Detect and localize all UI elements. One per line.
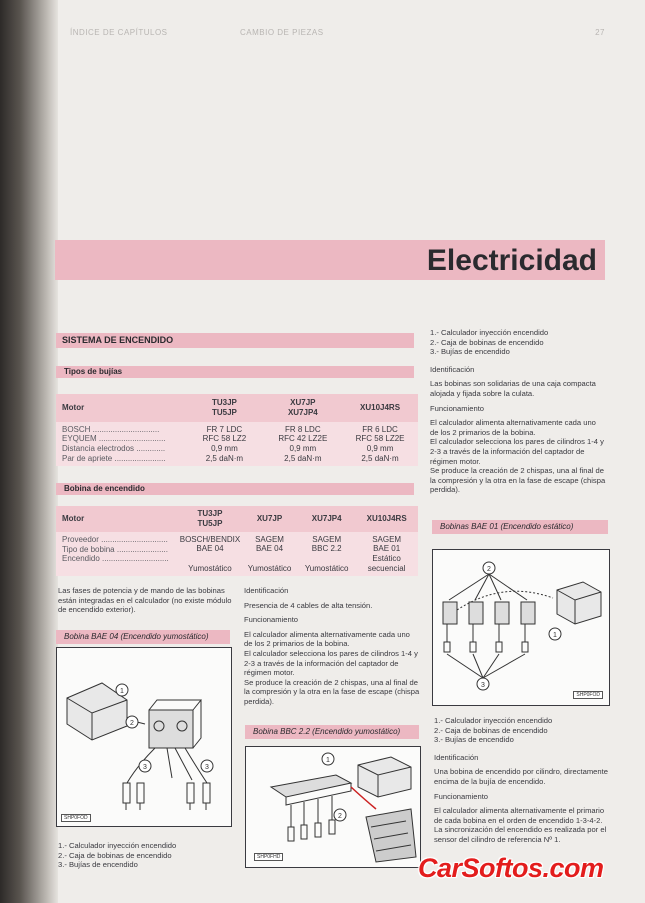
watermark-logo: CarSoftos.com — [418, 853, 604, 883]
right-h1: Identificación — [430, 364, 475, 374]
right-p1: Las bobinas son solidarias de una caja compacta alojada y fijada sobre la culata. — [430, 379, 596, 398]
fig-bae04-legend — [58, 841, 234, 870]
right-legend2-2: 2.- Caja de bobinas de encendido — [434, 725, 548, 735]
right-col2-text — [434, 716, 610, 850]
fig-bae04-label-1: 1 — [120, 688, 124, 695]
page-title: Electricidad — [426, 244, 597, 277]
fig-bae04-label-2: 2 — [130, 720, 134, 727]
bujias-header-c1: TU3JP TU5JP — [185, 394, 263, 422]
right-p2: El calculador alimenta alternativamente cada uno de los 2 primarios de la bobina. El calculador selecciona los pares de cilindros 1-4 y 2-3 a través de la información del captador de régimen motor. Se produce la creación de 2 chispas, una al final de la compresión y la otra en la fase de escape (chispa perdida). — [430, 418, 606, 495]
mid-p1: Presencia de 4 cables de alta tensión. — [244, 600, 373, 610]
fig-bae04-title: Bobina BAE 04 (Encendido yumostático) — [56, 630, 230, 644]
left-intro: Las fases de potencia y de mando de las bobinas están integradas en el calculador (no existe módulo de encendido exterior). — [58, 586, 232, 615]
right2-p1: Una bobina de encendido por cilindro, directamente encima de la bujía de encendido. — [434, 767, 608, 786]
fig-bae04 — [56, 647, 232, 827]
bujias-title: Tipos de bujías — [56, 366, 414, 378]
mid-h2: Funcionamiento — [244, 615, 299, 625]
fig-bbc22-code: SHP0FHD — [254, 853, 283, 861]
bujias-col2-values: FR 8 LDC RFC 42 LZ2E 0,9 mm 2,5 daN·m — [264, 422, 342, 466]
bobina-header-c3: XU7JP4 — [298, 506, 355, 532]
running-head-middle: CAMBIO DE PIEZAS — [240, 28, 324, 37]
running-head — [70, 28, 605, 42]
fig-bae04-legend-2: 2.- Caja de bobinas de encendido — [58, 850, 172, 860]
mid-p2: El calculador alimenta alternativamente cada uno de los 2 primarios de la bobina. El calculador selecciona los pares de cilindros 1-4 y 2-3 a través de la información del captador de régimen motor. Se produce la creación de 2 chispas, una al final de la compresión y la otra en la fase de escape (chispa perdida). — [244, 629, 420, 706]
right-col-text — [430, 328, 606, 500]
right-legend1-2: 2.- Caja de bobinas de encendido — [430, 337, 544, 347]
right2-p2: El calculador alimenta alternativamente el primario de cada bobina en el orden de encendido 1-3-4-2. La sincronización del encendido es realizada por el sensor del cilindro de referencia Nº 1. — [434, 806, 607, 844]
fig-bae01 — [432, 549, 610, 706]
running-head-left: ÍNDICE DE CAPÍTULOS — [70, 28, 168, 37]
right-legend1-1: 1.- Calculador inyección encendido — [430, 328, 549, 337]
fig-bae04-legend-3: 3.- Bujías de encendido — [58, 860, 138, 870]
fig-bae01-label-1: 1 — [553, 632, 557, 639]
right-h2: Funcionamiento — [430, 403, 485, 413]
fig-bae04-label-3b: 3 — [205, 764, 209, 771]
right-legend2-3: 3.- Bujías de encendido — [434, 735, 514, 745]
bujias-table — [56, 394, 418, 466]
fig-bae04-legend-1: 1.- Calculador inyección encendido — [58, 841, 177, 850]
fig-bae01-label-3: 3 — [481, 682, 485, 689]
bobina-table — [56, 506, 418, 576]
page-binding-shadow — [0, 0, 58, 903]
fig-bae01-code: SHP0FOD — [573, 691, 603, 699]
bobina-header-c2: XU7JP — [241, 506, 298, 532]
bobina-col2-values: SAGEM BAE 04 Yumostático — [241, 532, 298, 576]
section-title: SISTEMA DE ENCENDIDO — [56, 333, 414, 348]
bobina-header-c1: TU3JP TU5JP — [179, 506, 241, 532]
bobina-col3-values: SAGEM BBC 2.2 Yumostático — [298, 532, 355, 576]
bujias-header-c3: XU10J4RS — [342, 394, 418, 422]
right2-h1: Identificación — [434, 752, 479, 762]
bujias-row-labels: BOSCH .............................. EYQUEM .............................. Distancia electrodos ............. Par de apriete ....................... — [56, 422, 185, 466]
bujias-header-c2: XU7JP XU7JP4 — [264, 394, 342, 422]
fig-bbc22-label-1: 1 — [326, 757, 330, 764]
bobina-title: Bobina de encendido — [56, 483, 414, 495]
fig-bae01-title: Bobinas BAE 01 (Encendido estático) — [432, 520, 608, 534]
mid-col-text — [244, 586, 420, 712]
right-legend2-1: 1.- Calculador inyección encendido — [434, 716, 553, 725]
bobina-row-labels: Proveedor .............................. Tipo de bobina ....................... Encendido .............................. — [56, 532, 179, 576]
bujias-header-motor: Motor — [56, 394, 185, 422]
fig-bbc22 — [245, 746, 421, 868]
fig-bae01-drawing — [433, 550, 609, 705]
fig-bbc22-title: Bobina BBC 2.2 (Encendido yumostático) — [245, 725, 419, 739]
fig-bae04-drawing — [57, 648, 231, 826]
bobina-col4-values: SAGEM BAE 01 Estático secuencial — [355, 532, 418, 576]
right-legend1-3: 3.- Bujías de encendido — [430, 347, 510, 357]
bujias-col3-values: FR 6 LDC RFC 58 LZ2E 0,9 mm 2,5 daN·m — [342, 422, 418, 466]
right2-h2: Funcionamiento — [434, 791, 489, 801]
bobina-col1-values: BOSCH/BENDIX BAE 04 Yumostático — [179, 532, 241, 576]
fig-bbc22-drawing — [246, 747, 420, 867]
fig-bae01-label-2: 2 — [487, 566, 491, 573]
fig-bae04-code: SHP0FOD — [61, 814, 91, 822]
fig-bae04-label-3a: 3 — [143, 764, 147, 771]
mid-h1: Identificación — [244, 586, 289, 595]
bobina-header-c4: XU10J4RS — [355, 506, 418, 532]
running-head-page: 27 — [595, 28, 605, 37]
bujias-col1-values: FR 7 LDC RFC 58 LZ2 0,9 mm 2,5 daN·m — [185, 422, 263, 466]
bobina-header-motor: Motor — [56, 506, 179, 532]
fig-bbc22-label-2: 2 — [338, 813, 342, 820]
